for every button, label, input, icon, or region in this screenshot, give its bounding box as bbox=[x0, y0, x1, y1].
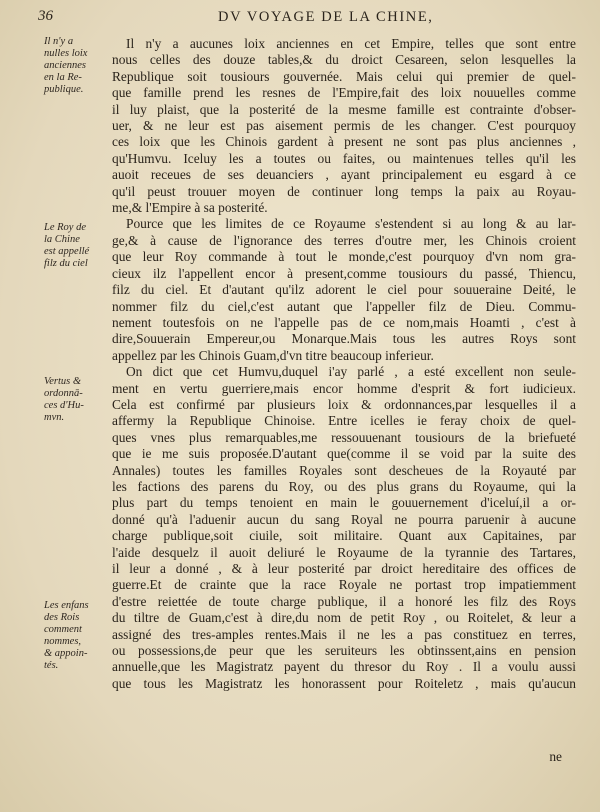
text-line: annuelle,que les Magistratz payent du thresor du Roy . Il a voulu aussi bbox=[112, 659, 576, 675]
text-line: Republique soit tousiours gouvernée. Mais celui qui premier de quel- bbox=[112, 68, 576, 84]
margin-note bbox=[44, 376, 114, 424]
text-line: Cela est confirmé par plusieurs loix & ordonnances,par lesquelles il a bbox=[112, 396, 576, 412]
text-line: que famille prend les resnes de l'Empire,fait des loix nouuelles comme bbox=[112, 85, 576, 101]
text-line: l'aide desquelz il auoit deliuré le Royaume de la tyrannie des Tartares, bbox=[112, 544, 576, 560]
text-line: filz du ciel. Et d'autant qu'ilz adorent le ciel pour souueraine Deité, le bbox=[112, 282, 576, 298]
margin-note-line: Les enfans bbox=[44, 600, 89, 611]
page-header bbox=[38, 8, 562, 30]
text-line: il luy plaist, que la posterité de la mesme famille est contrainte d'obser- bbox=[112, 101, 576, 117]
margin-note bbox=[44, 36, 114, 96]
text-line: cieux ilz l'appellent encor à present,comme tousiours du passé, Thiencu, bbox=[112, 265, 576, 281]
margin-note-line: Il n'y a bbox=[44, 36, 74, 47]
text-line: que tous les Magistratz les honorassent pour Roiteletz , mais qu'aucun bbox=[112, 675, 576, 691]
margin-note-line: Le Roy de bbox=[44, 222, 86, 233]
text-line: nement toutesfois on ne l'appelle pas de ce nom,mais Hoamti , c'est à bbox=[112, 314, 576, 330]
body-text bbox=[112, 36, 576, 692]
margin-note-line: mvn. bbox=[44, 412, 65, 423]
margin-note-line: Vertus & bbox=[44, 376, 82, 387]
text-line: que leur Roy commande à tout le monde,c'est pourquoy d'vn nom gra- bbox=[112, 249, 576, 265]
text-line: donné qu'à l'aduenir aucun du sang Royal ne pourra paruenir à aucune bbox=[112, 511, 576, 527]
margin-note-line: nulles loix bbox=[44, 48, 88, 59]
text-line: nommer filz du ciel,c'est autant que l'appeller filz de Dieu. Commu- bbox=[112, 298, 576, 314]
text-line: nous celles des douze tables,& du droict Cesareen, selon lesquelles la bbox=[112, 52, 576, 68]
text-line: guerre.Et de crainte que la race Royale ne portast trop impatiemment bbox=[112, 577, 576, 593]
text-line: dire,Souuerain Empereur,ou Monarque.Mais tous les autres Roys sont bbox=[112, 331, 576, 347]
margin-note bbox=[44, 222, 114, 270]
text-line: assigné des tres-amples rentes.Mais il ne les a pas constituez en terres, bbox=[112, 626, 576, 642]
margin-note-line: nommes, bbox=[44, 636, 82, 647]
margin-note-line: publique. bbox=[44, 84, 84, 95]
text-line: On dict que cet Humvu,duquel i'ay parlé , a esté excellent non seule- bbox=[126, 364, 576, 380]
text-line: Il n'y a aucunes loix anciennes en cet Empire, telles que sont entre bbox=[126, 36, 576, 51]
margin-note-line: comment bbox=[44, 624, 82, 635]
text-line: du tiltre de Guam,c'est à dire,du nom de petit Roy , ou Roitelet, & leur a bbox=[112, 610, 576, 626]
text-line: appellez par les Chinois Guam,d'vn titre beaucoup inferieur. bbox=[112, 347, 434, 363]
text-line: uer, & ne leur est pas aisement permis de les changer. C'est pourquoy bbox=[112, 118, 576, 134]
text-line: affermy la Republique Chinoise. Entre icelles ie feray choix de quel- bbox=[112, 413, 576, 429]
margin-note-line: ces d'Hu- bbox=[44, 400, 84, 411]
running-title: DV VOYAGE DE LA CHINE, bbox=[218, 9, 434, 25]
text-line: me,& l'Empire à sa posterité. bbox=[112, 200, 268, 216]
margin-note-line: en la Re- bbox=[44, 72, 82, 83]
text-line: charge publique,soit ciuile, soit militaire. Quant aux Capitaines, par bbox=[112, 528, 576, 544]
text-line: ces loix que les Chinois gardent à present ne sont pas plus anciennes , bbox=[112, 134, 576, 150]
text-line: ge,& à cause de l'ignorance des terres d'outre mer, les Chinois croient bbox=[112, 232, 576, 248]
page-number: 36 bbox=[38, 8, 53, 24]
text-line: qu'Humvu. Iceluy les a toutes ou faites, ou maintenues telles qu'il les bbox=[112, 150, 576, 166]
text-line: qu'il peust trouuer moyen de continuer long temps la paix au Royau- bbox=[112, 183, 576, 199]
margin-note-line: la Chine bbox=[44, 234, 80, 245]
margin-note-line: ordonnā- bbox=[44, 388, 83, 399]
text-line: d'estre reiettée de toute charge publique, il a honoré les filz des Roys bbox=[112, 593, 576, 609]
margin-note-line: est appellé bbox=[44, 246, 90, 257]
text-line: Pource que les limites de ce Royaume s'estendent si au long & au lar- bbox=[126, 216, 576, 232]
text-line: il leur a donné , & à leur posterité par droict hereditaire des offices de bbox=[112, 561, 576, 576]
text-line: que ie me suis proposée.D'autant que(comme il se void par la suite des bbox=[112, 446, 576, 462]
margin-note-line: tés. bbox=[44, 660, 59, 671]
text-line: plus part du temps tenoient en main le gouuernement d'iceluí,il a or- bbox=[112, 495, 576, 511]
text-line: auoit receues de ses deuanciers , ayant principalement eu esgard à ce bbox=[112, 167, 576, 183]
text-line: ques vnes plus remarquables,me ressouuenant tousiours de la briefueté bbox=[112, 429, 576, 445]
text-line: les factions des parens du Roy, ou des plus grans du Royaume, qui la bbox=[112, 478, 576, 494]
margin-note-line: anciennes bbox=[44, 60, 86, 71]
margin-note-line: & appoin- bbox=[44, 648, 88, 659]
text-line: ment en vertu guerriere,mais encor homme d'esprit & fort iudicieux. bbox=[112, 380, 576, 396]
text-line: Annales) toutes les familles Royales sont descheues de la Royauté par bbox=[112, 462, 576, 478]
margin-note-line: des Rois bbox=[44, 612, 80, 623]
text-line: ou possessions,de peur que les seruiteurs les obtinssent,ains en pension bbox=[112, 643, 576, 659]
margin-note-line: filz du ciel bbox=[44, 258, 88, 269]
margin-note bbox=[44, 600, 114, 672]
catchword: ne bbox=[549, 749, 562, 764]
